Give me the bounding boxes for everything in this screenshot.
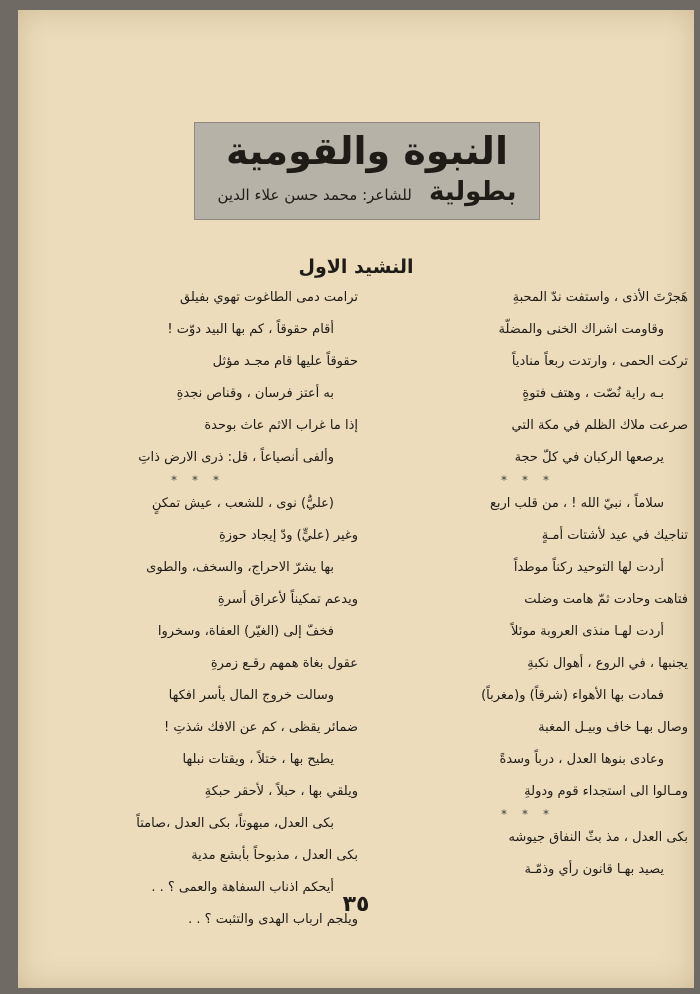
- verse-line: أيحكم اذناب السفاهة والعمى ؟ . .: [151, 880, 334, 895]
- verse-line: ويدعم تمكيناً لأعراق أسرةِ: [217, 592, 358, 607]
- verse-line: وغير (عليٍّ) ودّ إيجاد حوزةِ: [218, 528, 358, 543]
- verse-line: ومـالوا الى استجداء قوم ودولةِ: [524, 784, 688, 799]
- verse-line: سلاماً ، نبيّ الله ! ، من قلب اربع: [489, 496, 664, 511]
- right-column: [368, 282, 688, 886]
- verse-line: فخفّ إلى (الغيّر) العفاة، وسخروا: [157, 624, 334, 639]
- verse-line: عقول بغاة همهم رقـع زمرةِ: [210, 656, 358, 671]
- verse-line: وقاومت اشراك الخنى والمضلّة: [498, 322, 664, 337]
- section-title: النشيد الاول: [298, 256, 414, 278]
- verse-line: فتاهت وحادت ثمّ هامت وضلت: [524, 592, 688, 607]
- title-banner: [194, 122, 540, 220]
- left-column: [38, 282, 358, 936]
- stanza-separator: * * *: [171, 474, 225, 487]
- verse-line: ويلجم ارباب الهدى والتثبت ؟ . .: [188, 912, 358, 927]
- verse-line: تناجيك في عيد لأشتات أمـةٍ: [541, 528, 688, 543]
- verse-line: يجنبها ، في الروع ، أهوال نكبةِ: [527, 656, 688, 671]
- subtitle-author: للشاعر: محمد حسن علاء الدين: [217, 186, 412, 204]
- verse-line: بها يشرّ الاحراج، والسخف، والطوى: [146, 560, 334, 575]
- subtitle: [195, 177, 539, 207]
- verse-line: هَجرْتَ الأذى ، واستفت ندّ المحبةِ: [512, 290, 688, 305]
- verse-line: صرعت ملاك الظلم في مكة التي: [511, 418, 688, 433]
- book-page: [18, 10, 694, 988]
- verse-line: أقام حقوقاً ، كم بها البيد دوّت !: [167, 322, 334, 337]
- subtitle-genre: بطولية: [428, 177, 517, 207]
- verse-line: ترامت دمى الطاغوت تهوي بفيلق: [180, 290, 358, 305]
- verse-line: وألفى أنصياعاً ، قل: ذرى الارض ذاتِ: [138, 450, 334, 465]
- verse-line: ضمائر يقظى ، كم عن الافك شذتِ !: [164, 720, 358, 735]
- verse-line: تركت الحمى ، وارتدت ربعاً منادياً: [511, 354, 688, 369]
- stanza-separator: * * *: [501, 474, 555, 487]
- verse-line: بـه راية نُصّت ، وهتف فتوةٍ: [522, 386, 664, 401]
- verse-line: يرصعها الركبان في كلّ حجة: [514, 450, 664, 465]
- page-number: ٣٥: [342, 892, 370, 917]
- verse-line: يصيد بهـا قانون رأي وذمّـة: [524, 862, 664, 877]
- verse-line: أردت لها التوحيد ركناً موطداً: [513, 560, 664, 575]
- verse-line: وسالت خروج المال يأسر افكها: [168, 688, 334, 703]
- verse-line: يطيح بها ، ختلاً ، ويقتات نبلها: [182, 752, 334, 767]
- verse-line: (عليٌّ) نوى ، للشعب ، عيش تمكنٍ: [151, 496, 334, 511]
- stanza-separator: * * *: [501, 808, 555, 821]
- verse-line: بكى العدل، مبهوتاً، بكى العدل ،صامتاً: [136, 816, 334, 831]
- verse-line: أردت لهـا منذى العروبة موئلاً: [511, 624, 664, 639]
- verse-line: به أعتز فرسان ، وقناص نجدةِ: [176, 386, 334, 401]
- verse-line: إذا ما غراب الاثم عاث بوحدة: [204, 418, 358, 433]
- verse-line: فمادت بها الأهواء (شرقاً) و(مغرباً): [481, 688, 664, 703]
- verse-line: وصال بهـا خاف وبيـل المغبة: [538, 720, 688, 735]
- verse-line: بكى العدل ، مذبوحاً بأبشع مدية: [191, 848, 358, 863]
- verse-line: ويلقي بها ، حبلاً ، لأحقر حبكةِ: [204, 784, 358, 799]
- verse-line: بكى العدل ، مذ بثّ النفاق جيوشه: [508, 830, 688, 845]
- verse-line: وعادى بنوها العدل ، درباً وسدةً: [499, 752, 664, 767]
- verse-line: حقوقاً عليها قام مجـد مؤثل: [212, 354, 358, 369]
- poem-title: النبوة والقومية: [226, 129, 508, 173]
